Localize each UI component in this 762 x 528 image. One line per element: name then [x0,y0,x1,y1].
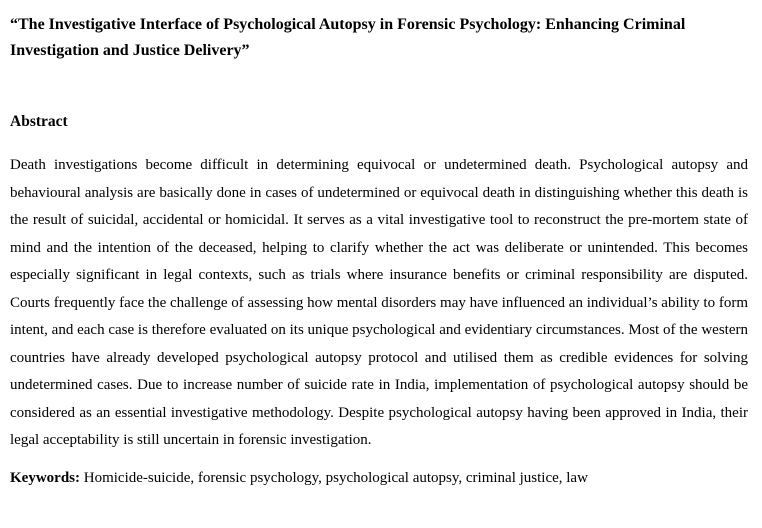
abstract-heading: Abstract [10,113,68,130]
keywords-line [10,468,748,488]
paper-title: “The Investigative Interface of Psychological Autopsy in Forensic Psychology: Enhancing Criminal Investigation and Justice Delivery” [10,16,686,59]
abstract-text: Death investigations become difficult in determining equivocal or undetermined death. Psychological autopsy and behavioural analysis are basically done in cases of undetermined or equivocal death in distinguishing whether this death is the result of suicidal, accidental or homicidal. It serves as a vital investigative tool to reconstruct the pre-mortem state of mind and the intention of the deceased, helping to clarify whether the act was deliberate or unintended. This becomes especially significant in legal contexts, such as trials where insurance benefits or criminal responsibility are disputed. Courts frequently face the challenge of assessing how mental disorders may have influenced an individual’s ability to form intent, and each case is therefore evaluated on its unique psychological and evidentiary circumstances. Most of the western countries have already developed psychological autopsy protocol and utilised them as credible evidences for solving undetermined cases. Due to increase number of suicide rate in India, implementation of psychological autopsy should be considered as an essential investigative methodology. Despite psychological autopsy having been approved in India, their legal acceptability is still uncertain in forensic investigation. [10,157,748,448]
keywords-text: Homicide-suicide, forensic psychology, psychological autopsy, criminal justice, law [80,469,588,486]
keywords-label: Keywords: [10,469,80,486]
